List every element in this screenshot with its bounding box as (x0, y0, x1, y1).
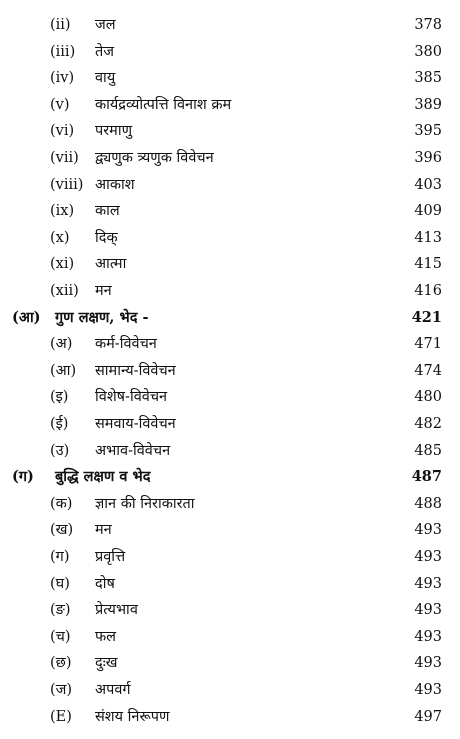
entry-page-number: 471 (414, 336, 442, 353)
entry-page-number: 378 (414, 17, 442, 33)
entry-title: दिक् (95, 229, 118, 246)
toc-entry (0, 438, 460, 464)
entry-title: गुण लक्षण, भेद - (55, 308, 149, 326)
toc-entry (0, 650, 460, 676)
toc-entry (0, 39, 460, 65)
entry-page-number: 421 (411, 308, 442, 326)
toc-entry (0, 571, 460, 597)
entry-number: (ख) (50, 522, 74, 539)
entry-title: मन (95, 522, 112, 539)
entry-title: दोष (95, 575, 115, 592)
toc-entry (0, 145, 460, 171)
entry-page-number: 396 (414, 150, 442, 166)
entry-page-number: 485 (414, 442, 442, 459)
toc-entry (0, 544, 460, 570)
entry-page-number: 493 (414, 655, 442, 672)
entry-page-number: 480 (414, 389, 442, 406)
entry-number: (च) (50, 628, 71, 645)
toc-entry (0, 491, 460, 517)
toc-entry (0, 384, 460, 410)
entry-number: (iii) (50, 43, 76, 60)
entry-number: (v) (50, 96, 70, 113)
entry-number: (ङ) (50, 602, 71, 619)
entry-number: (E) (50, 708, 72, 725)
entry-title: संशय निरूपण (95, 708, 170, 725)
toc-entry (0, 198, 460, 224)
entry-title: कार्यद्रव्योत्पत्ति विनाश क्रम (95, 96, 232, 113)
entry-number: (ग) (12, 468, 34, 486)
entry-title: बुद्धि लक्षण व भेद (55, 468, 151, 486)
entry-title: फल (95, 628, 117, 645)
entry-number: (अ) (50, 336, 73, 353)
entry-title: वायु (95, 70, 116, 87)
entry-page-number: 403 (414, 176, 442, 193)
entry-title: अभाव-विवेचन (95, 442, 171, 459)
entry-page-number: 493 (414, 682, 442, 698)
entry-title: जल (95, 17, 116, 33)
entry-number: (आ) (50, 362, 77, 379)
entry-title: ज्ञान की निराकारता (95, 495, 195, 512)
toc-entry (0, 704, 460, 730)
toc-entry (0, 12, 460, 38)
entry-number: (vii) (50, 150, 79, 166)
entry-title: दुःख (95, 655, 118, 672)
entry-number: (इ) (50, 389, 69, 406)
toc-entry (0, 331, 460, 357)
entry-page-number: 493 (414, 602, 442, 619)
entry-number: (vi) (50, 123, 75, 140)
entry-title: अपवर्ग (95, 682, 131, 698)
toc-entry (0, 358, 460, 384)
toc-section-entry (0, 305, 460, 331)
entry-page-number: 389 (414, 96, 442, 113)
toc-entry (0, 411, 460, 437)
toc-section-entry (0, 464, 460, 490)
toc-entry (0, 172, 460, 198)
entry-title: प्रेत्यभाव (95, 602, 138, 619)
entry-page-number: 474 (414, 362, 442, 379)
entry-page-number: 413 (414, 229, 442, 246)
entry-number: (ज) (50, 682, 73, 698)
entry-number: (क) (50, 495, 73, 512)
toc-entry (0, 517, 460, 543)
entry-page-number: 385 (414, 70, 442, 87)
toc-entry (0, 278, 460, 304)
toc-entry (0, 251, 460, 277)
entry-title: प्रवृत्ति (95, 549, 126, 565)
entry-title: आकाश (95, 176, 135, 193)
entry-title: कर्म-विवेचन (95, 336, 157, 353)
entry-title: मन (95, 283, 112, 299)
entry-title: समवाय-विवेचन (95, 416, 176, 432)
entry-title: काल (95, 203, 120, 220)
entry-page-number: 395 (414, 123, 442, 140)
entry-number: (आ) (12, 308, 41, 326)
entry-page-number: 380 (414, 43, 442, 60)
entry-number: (xii) (50, 283, 79, 299)
toc-entry (0, 118, 460, 144)
entry-number: (उ) (50, 442, 70, 459)
entry-title: परमाणु (95, 123, 133, 140)
entry-page-number: 409 (414, 203, 442, 220)
entry-number: (ग) (50, 549, 70, 565)
entry-number: (ई) (50, 416, 69, 432)
entry-page-number: 493 (414, 549, 442, 565)
entry-page-number: 493 (414, 522, 442, 539)
entry-page-number: 416 (414, 283, 442, 299)
entry-title: सामान्य-विवेचन (95, 362, 176, 379)
entry-number: (x) (50, 229, 70, 246)
entry-page-number: 482 (414, 416, 442, 432)
entry-number: (xi) (50, 256, 75, 273)
entry-title: तेज (95, 43, 115, 60)
entry-number: (viii) (50, 176, 84, 193)
entry-page-number: 493 (414, 575, 442, 592)
entry-title: आत्मा (95, 256, 127, 273)
toc-entry (0, 677, 460, 703)
toc-entry (0, 597, 460, 623)
entry-title: द्व्यणुक त्र्यणुक विवेचन (95, 150, 214, 166)
entry-number: (ii) (50, 17, 71, 33)
entry-page-number: 415 (414, 256, 442, 273)
toc-entry (0, 225, 460, 251)
toc-entry (0, 92, 460, 118)
entry-page-number: 488 (414, 495, 442, 512)
entry-page-number: 497 (414, 708, 442, 725)
entry-page-number: 493 (414, 628, 442, 645)
entry-number: (छ) (50, 655, 72, 672)
entry-title: विशेष-विवेचन (95, 389, 168, 406)
entry-number: (घ) (50, 575, 70, 592)
entry-page-number: 487 (411, 468, 442, 486)
toc-entry (0, 65, 460, 91)
entry-number: (iv) (50, 70, 75, 87)
toc-entry (0, 624, 460, 650)
entry-number: (ix) (50, 203, 75, 220)
